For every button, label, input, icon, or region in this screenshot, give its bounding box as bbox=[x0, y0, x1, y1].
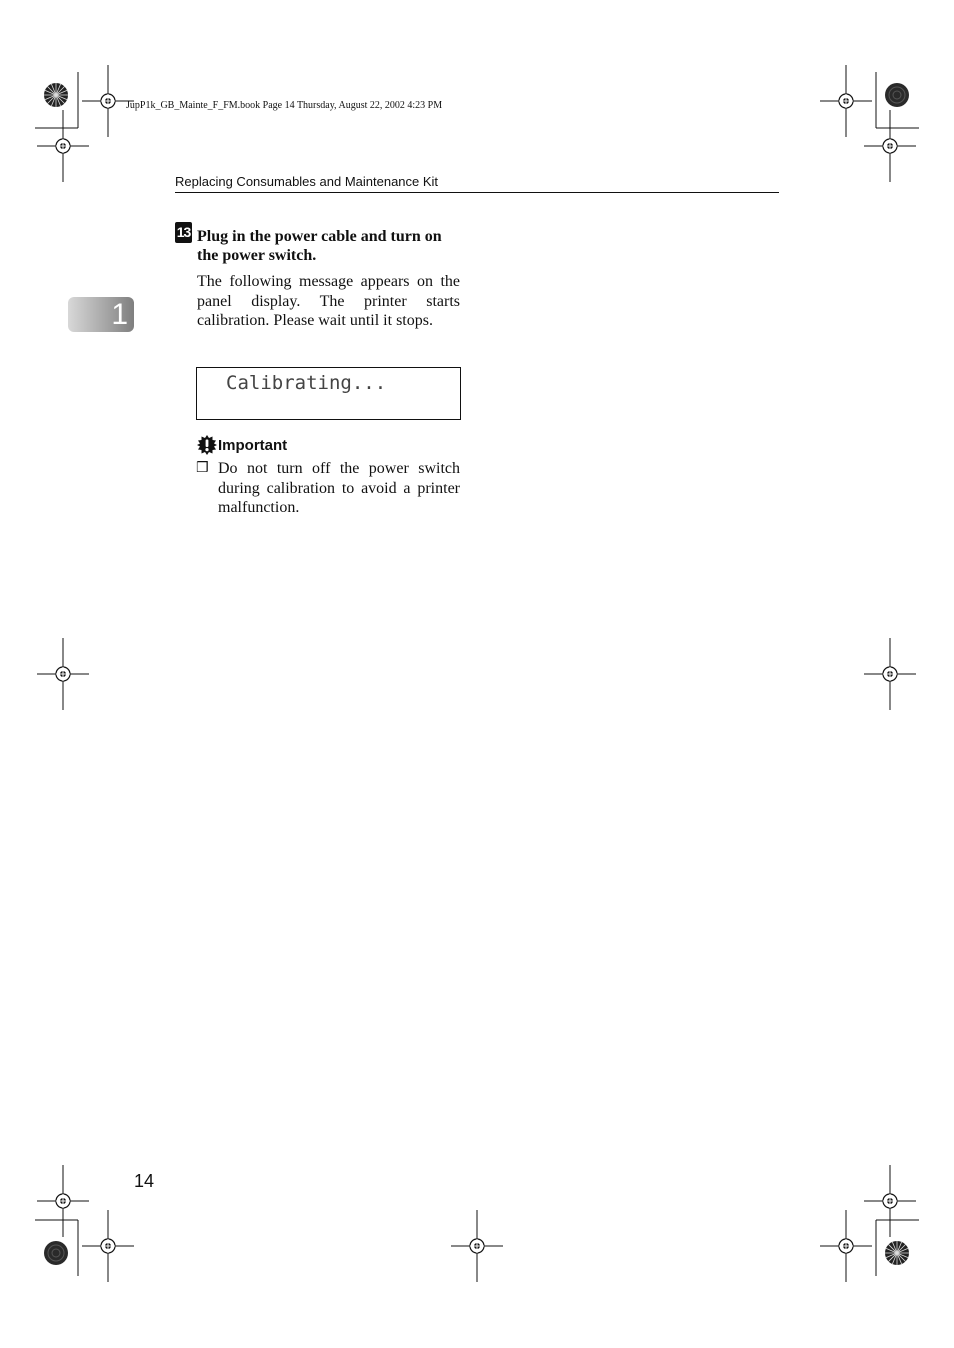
important-icon bbox=[197, 435, 217, 455]
header-rule bbox=[175, 192, 779, 193]
step-title: Plug in the power cable and turn on the power switch. bbox=[197, 228, 442, 264]
running-header: Replacing Consumables and Maintenance Kit bbox=[175, 174, 439, 189]
page-number: 14 bbox=[134, 1171, 155, 1191]
panel-display bbox=[196, 367, 461, 420]
panel-display-message: Calibrating... bbox=[226, 372, 387, 394]
print-slug: JupP1k_GB_Mainte_F_FM.book Page 14 Thursday, August 22, 2002 4:23 PM bbox=[126, 100, 443, 111]
important-item: Do not turn off the power switch during calibration to avoid a printer malfunction. bbox=[218, 460, 460, 516]
important-label: Important bbox=[218, 437, 288, 454]
checkbox-bullet-icon: ❒ bbox=[196, 460, 209, 476]
step-number: 13 bbox=[175, 222, 192, 243]
step-body: The following message appears on the panel display. The printer starts calibration. Please wait until it stops. bbox=[197, 273, 460, 329]
chapter-tab: 1 bbox=[68, 297, 134, 332]
